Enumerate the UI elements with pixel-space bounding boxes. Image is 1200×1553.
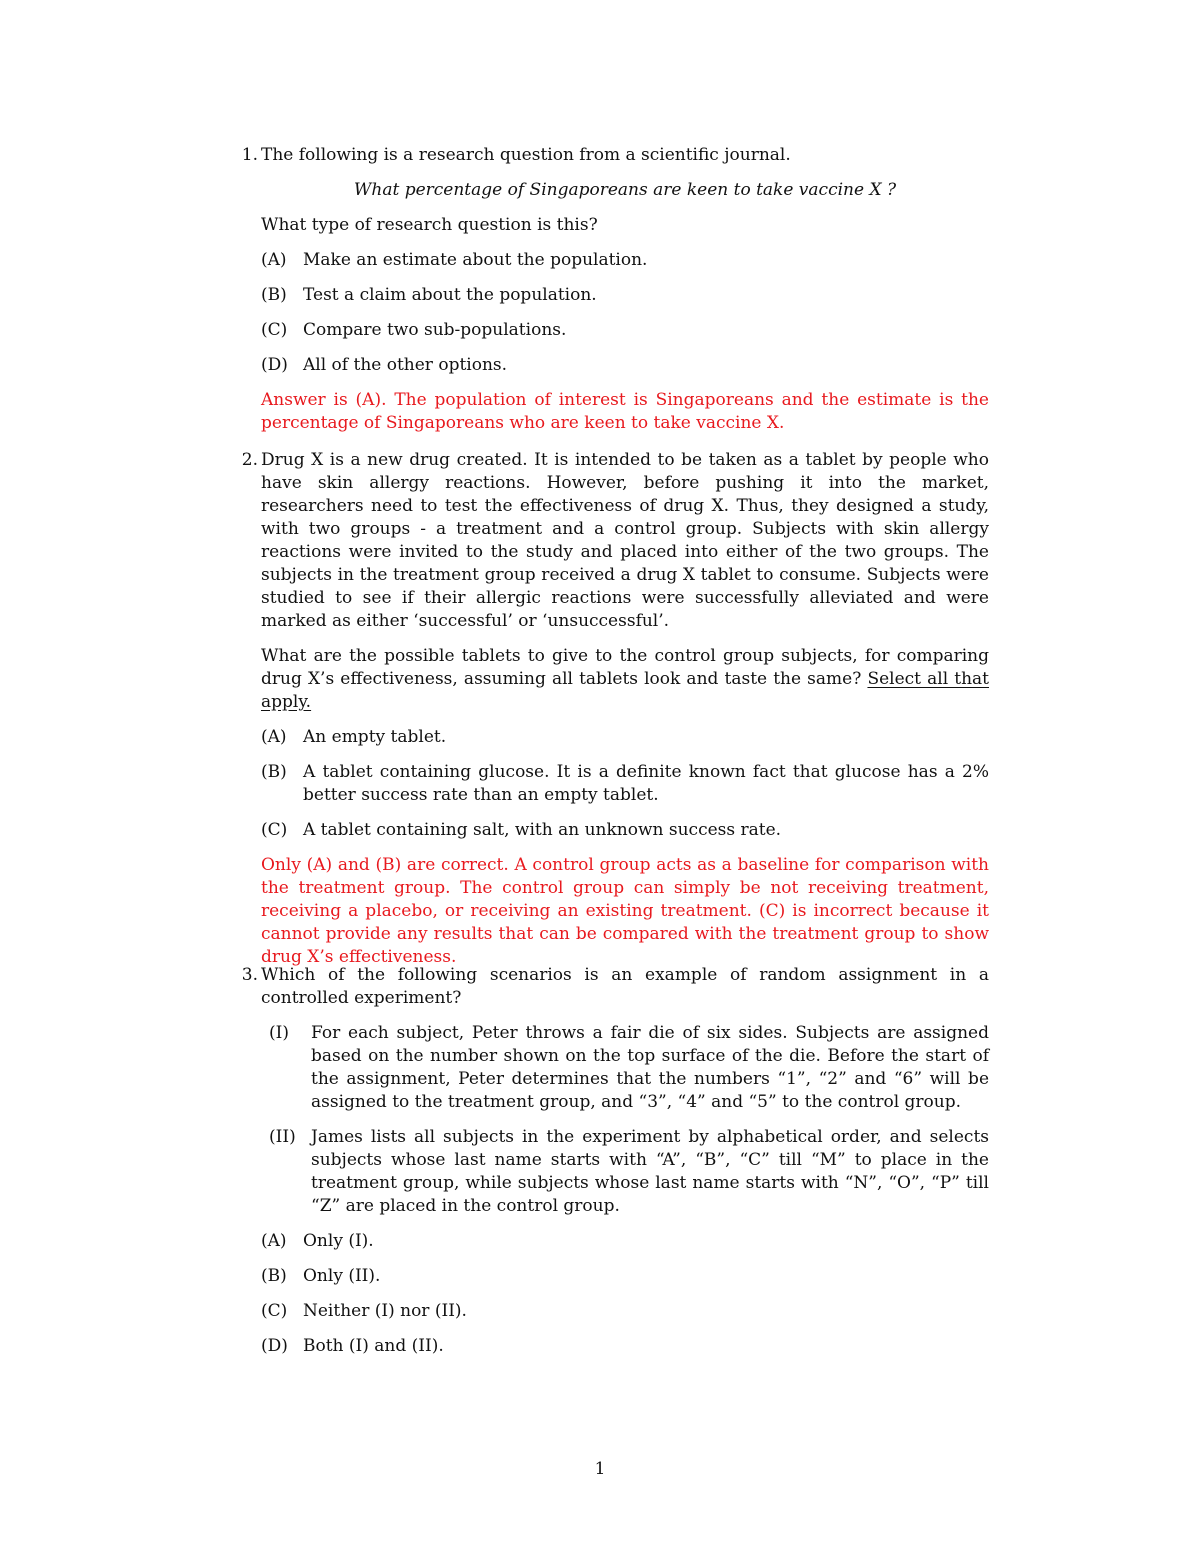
- option-label: (A): [261, 727, 287, 747]
- page-number: 1: [594, 1459, 606, 1479]
- option-label: (C): [261, 1301, 288, 1321]
- option-a: [261, 249, 989, 272]
- option-text: Test a claim about the population.: [303, 285, 597, 305]
- option-c: [261, 319, 989, 342]
- question-number: 1.: [241, 145, 258, 165]
- option-text: Neither (I) nor (II).: [303, 1301, 467, 1321]
- question-stem: Which of the following scenarios is an example of random assignment in a controlled experiment?: [261, 965, 989, 1008]
- option-text: Only (II).: [303, 1266, 381, 1286]
- question-number: 3.: [241, 965, 258, 985]
- option-label: (A): [261, 1231, 287, 1251]
- option-text: A tablet containing salt, with an unknown success rate.: [303, 820, 782, 840]
- question-number: 2.: [241, 450, 258, 470]
- option-label: (D): [261, 355, 288, 375]
- question-prompt: What type of research question is this?: [261, 215, 598, 235]
- scenario-ii: [261, 1126, 989, 1218]
- option-label: (D): [261, 1336, 288, 1356]
- option-d: [261, 1335, 989, 1358]
- answer-explanation: Answer is (A). The population of interest is Singaporeans and the estimate is the percentage of Singaporeans who are keen to take vaccine X.: [261, 390, 989, 433]
- option-text: A tablet containing glucose. It is a definite known fact that glucose has a 2% better success rate than an empty tablet.: [303, 762, 989, 805]
- option-b: [261, 761, 989, 807]
- question-body: [261, 964, 989, 1358]
- option-label: (A): [261, 250, 287, 270]
- option-text: Make an estimate about the population.: [303, 250, 648, 270]
- option-a: [261, 1230, 989, 1253]
- scenario-i: [261, 1022, 989, 1114]
- option-label: (B): [261, 285, 287, 305]
- option-c: [261, 819, 989, 842]
- option-label: (B): [261, 1266, 287, 1286]
- option-d: [261, 354, 989, 377]
- option-label: (C): [261, 820, 288, 840]
- option-label: (C): [261, 320, 288, 340]
- question-prompt: [261, 645, 989, 714]
- question-body: [261, 144, 989, 435]
- option-text: Both (I) and (II).: [303, 1336, 444, 1356]
- option-label: (B): [261, 762, 287, 782]
- option-text: Only (I).: [303, 1231, 374, 1251]
- scenario-label: (I): [269, 1023, 289, 1043]
- answer-explanation: Only (A) and (B) are correct. A control group acts as a baseline for comparison with the treatment group. The control group can simply be not receiving treatment, receiving a placebo, or receiving an existing treatment. (C) is incorrect because it cannot provide any results that can be compared with the treatment group to show drug X’s effectiveness.: [261, 855, 989, 967]
- scenario-text: James lists all subjects in the experiment by alphabetical order, and selects subjects whose last name starts with “A”, “B”, “C” till “M” to place in the treatment group, while subjects whose last name starts with “N”, “O”, “P” till “Z” are placed in the control group.: [311, 1127, 989, 1216]
- question-body: [261, 449, 989, 969]
- option-a: [261, 726, 989, 749]
- question-stem: Drug X is a new drug created. It is intended to be taken as a tablet by people who have skin allergy reactions. However, before pushing it into the market, researchers need to test the effectiveness of drug X. Thus, they designed a study, with two groups - a treatment and a control group. Subjects with skin allergy reactions were invited to the study and placed into either of the two groups. The subjects in the treatment group received a drug X tablet to consume. Subjects were studied to see if their allergic reactions were successfully alleviated and were marked as either ‘successful’ or ‘unsuccessful’.: [261, 450, 989, 631]
- select-all-instruction: Select all that apply.: [261, 669, 989, 712]
- option-text: Compare two sub-populations.: [303, 320, 567, 340]
- scenario-label: (II): [269, 1127, 296, 1147]
- scenario-text: For each subject, Peter throws a fair die of six sides. Subjects are assigned based on the number shown on the top surface of the die. Before the start of the assignment, Peter determines that the numbers “1”, “2” and “6” will be assigned to the treatment group, and “3”, “4” and “5” to the control group.: [311, 1023, 989, 1112]
- option-text: An empty tablet.: [303, 727, 447, 747]
- question-prompt-text: What are the possible tablets to give to the control group subjects, for comparing drug X’s effectiveness, assuming all tablets look and taste the same?: [261, 646, 989, 689]
- question-stem: The following is a research question from a scientific journal.: [261, 145, 791, 165]
- research-question-quote: What percentage of Singaporeans are keen to take vaccine X ?: [353, 180, 897, 200]
- option-b: [261, 1265, 989, 1288]
- option-c: [261, 1300, 989, 1323]
- option-b: [261, 284, 989, 307]
- option-text: All of the other options.: [303, 355, 508, 375]
